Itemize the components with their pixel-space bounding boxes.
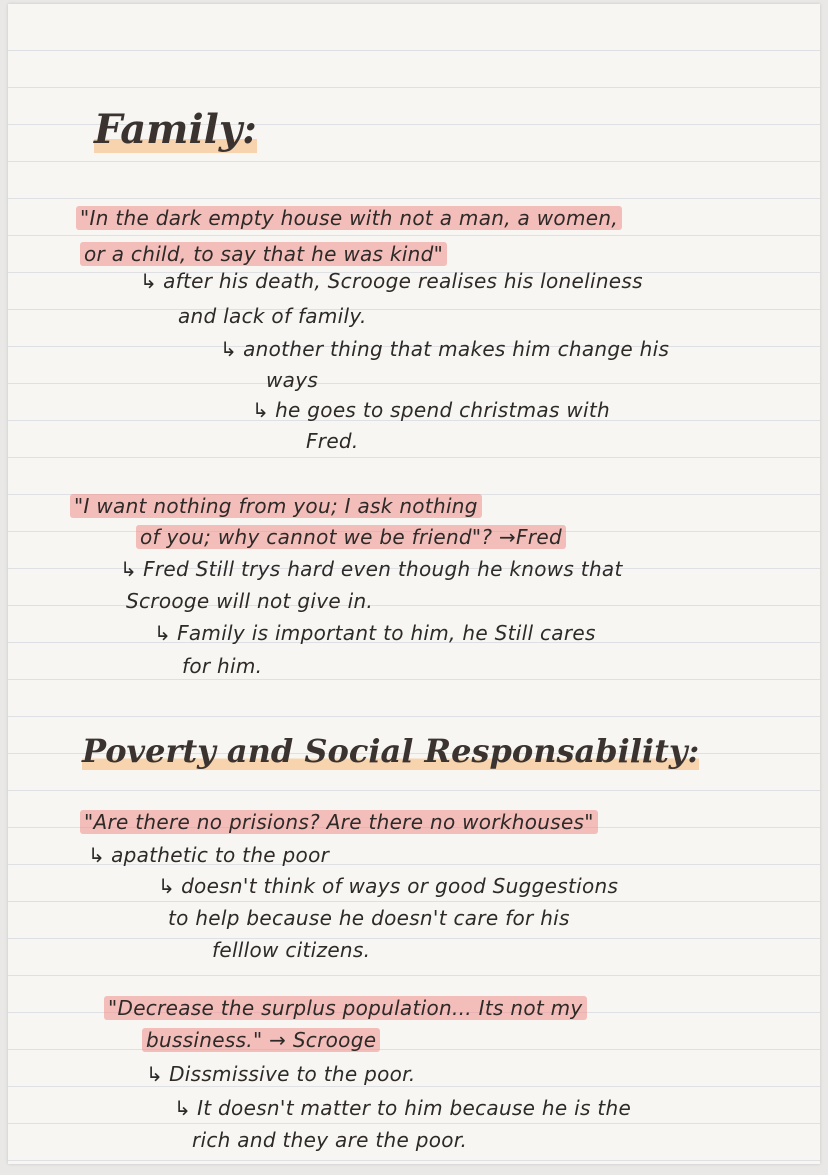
arrow-icon: ↳ [140, 269, 158, 293]
quote-line: "Are there no prisions? Are there no workhouses" [80, 810, 598, 834]
note-line: ↳ he goes to spend christmas with [252, 398, 610, 422]
note-line: Scrooge will not give in. [126, 589, 374, 613]
arrow-icon: ↳ [120, 557, 138, 581]
note-line: Fred. [306, 429, 359, 453]
note-line: for him. [182, 654, 263, 678]
note-line: felllow citizens. [212, 938, 371, 962]
note-line: rich and they are the poor. [192, 1128, 468, 1152]
note-line: to help because he doesn't care for his [168, 906, 570, 930]
note-line: ways [266, 368, 319, 392]
quote-line: "In the dark empty house with not a man, a women, [76, 206, 622, 230]
note-line: ↳ after his death, Scrooge realises his loneliness [140, 269, 643, 293]
quote-line: "I want nothing from you; I ask nothing [70, 494, 482, 518]
note-line: ↳ another thing that makes him change his [220, 337, 670, 361]
note-line: ↳ Fred Still trys hard even though he knows that [120, 557, 623, 581]
arrow-icon: ↳ [88, 843, 106, 867]
arrow-icon: ↳ [252, 398, 270, 422]
arrow-icon: ↳ [146, 1062, 164, 1086]
arrow-icon: ↳ [220, 337, 238, 361]
arrow-icon: ↳ [154, 621, 172, 645]
quote-line: bussiness." → Scrooge [142, 1028, 380, 1052]
note-line: ↳ Dissmissive to the poor. [146, 1062, 416, 1086]
note-line: ↳ doesn't think of ways or good Suggestions [158, 874, 619, 898]
quote-line: or a child, to say that he was kind" [80, 242, 447, 266]
quote-line: of you; why cannot we be friend"? →Fred [136, 525, 566, 549]
section-heading-family: Family: [94, 106, 257, 153]
notebook-page [8, 4, 820, 1164]
arrow-icon: ↳ [158, 874, 176, 898]
note-line: ↳ Family is important to him, he Still cares [154, 621, 596, 645]
note-line: ↳ apathetic to the poor [88, 843, 330, 867]
note-line: and lack of family. [178, 304, 367, 328]
section-heading-poverty: Poverty and Social Responsability: [82, 732, 700, 770]
arrow-icon: ↳ [174, 1096, 192, 1120]
quote-line: "Decrease the surplus population... Its not my [104, 996, 587, 1020]
note-line: ↳ It doesn't matter to him because he is the [174, 1096, 632, 1120]
